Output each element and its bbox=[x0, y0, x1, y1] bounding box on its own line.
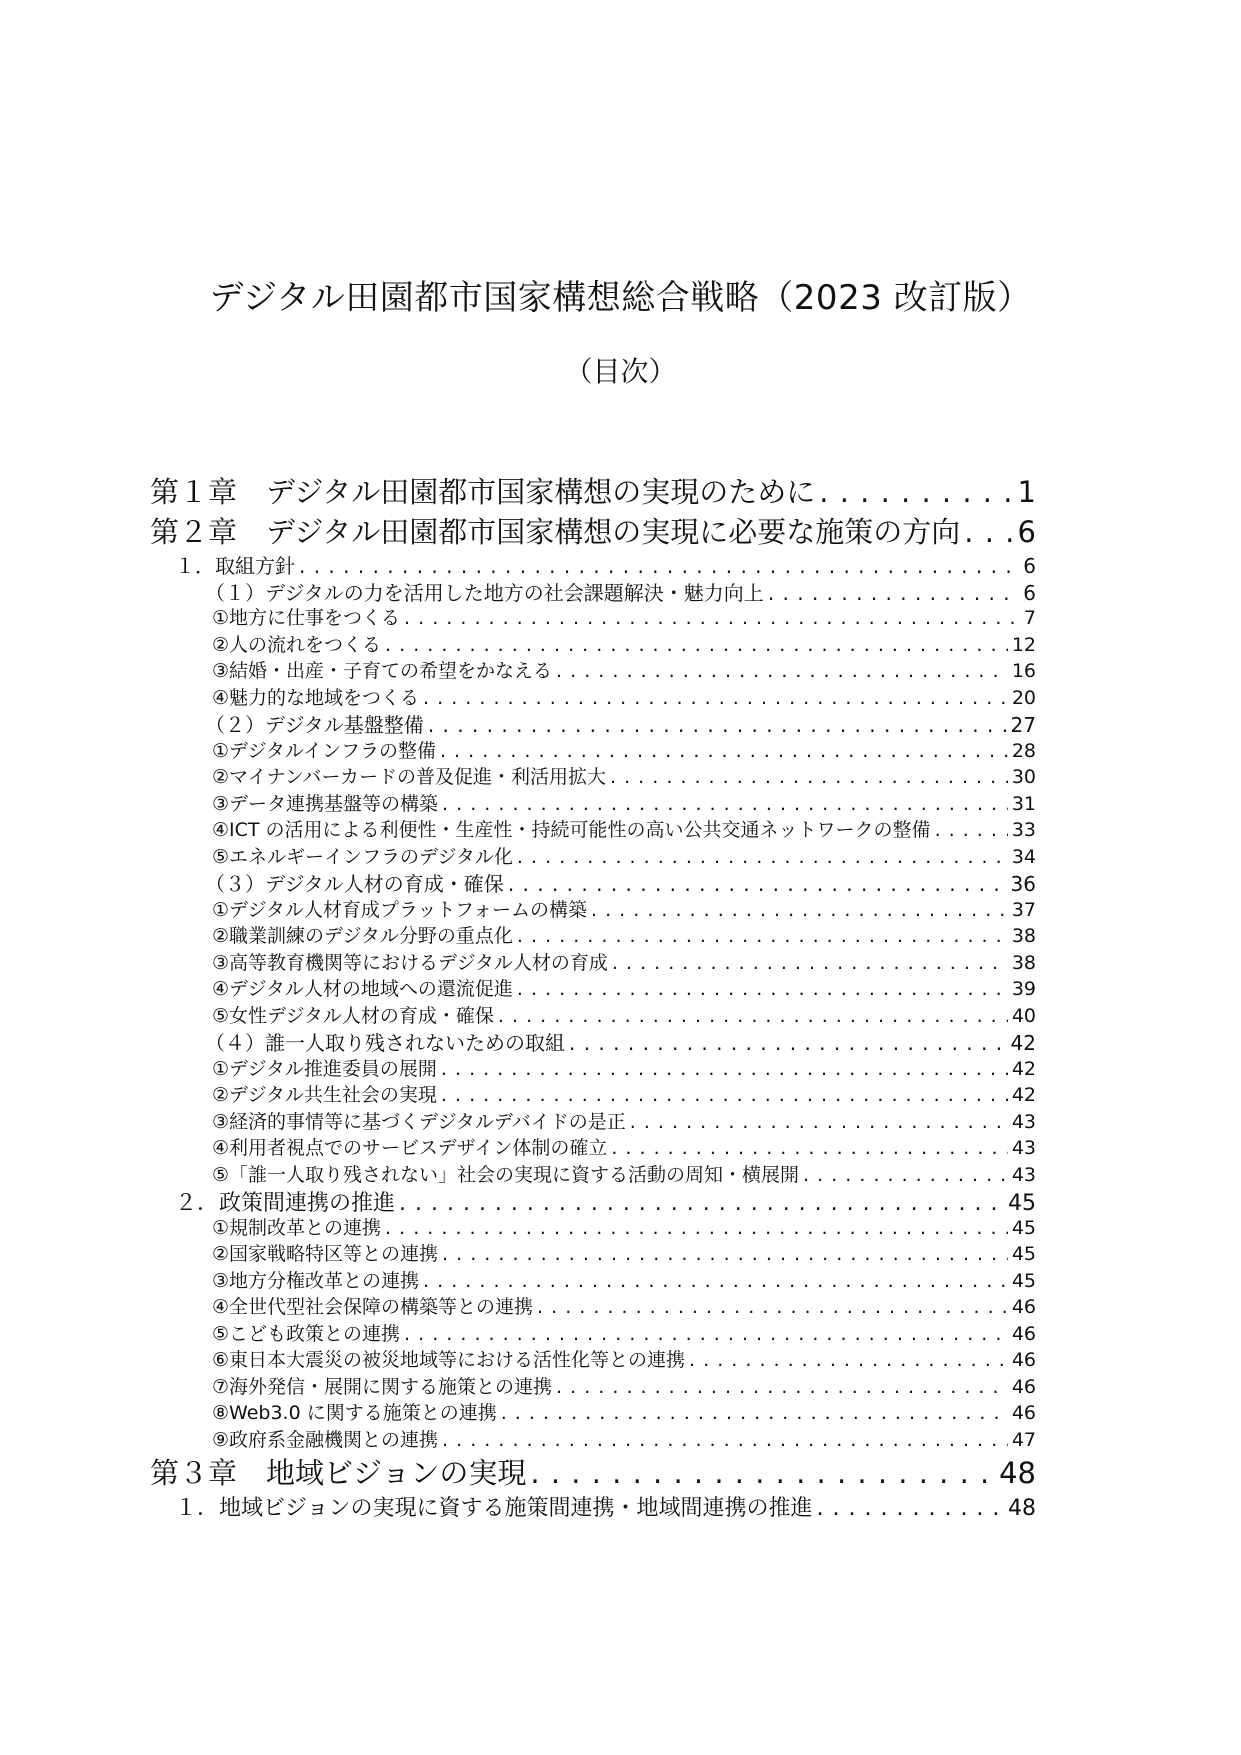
toc-entry-label: ②国家戦略特区等との連携 bbox=[212, 1243, 439, 1265]
toc-page-number: 42 bbox=[1011, 1057, 1036, 1080]
toc-entry-label: ①デジタル人材育成プラットフォームの構築 bbox=[212, 898, 587, 921]
toc-entry bbox=[205, 709, 1036, 737]
toc-entry-label: ⑤「誰一人取り残されない」社会の実現に資する活動の周知・横展開 bbox=[212, 1163, 800, 1186]
toc-leader-dots bbox=[423, 1270, 1008, 1292]
toc-entry bbox=[212, 1319, 1036, 1347]
toc-page-number: 42 bbox=[1010, 1031, 1036, 1055]
toc-leader-dots bbox=[441, 1058, 1008, 1080]
toc-leader-dots bbox=[423, 687, 1008, 709]
toc-leader-dots bbox=[442, 1243, 1008, 1265]
toc-entry bbox=[212, 1107, 1036, 1135]
toc-page-number: 1 bbox=[1017, 475, 1036, 509]
toc-entry-label: ④ICT の活用による利便性・生産性・持続可能性の高い公共交通ネットワークの整備 bbox=[212, 819, 931, 841]
toc-entry bbox=[212, 1345, 1036, 1373]
toc-entry bbox=[212, 1133, 1036, 1161]
toc-entry bbox=[212, 1001, 1036, 1029]
toc-page-number: 6 bbox=[1023, 554, 1036, 578]
toc-entry-label: ①地方に仕事をつくる bbox=[212, 607, 401, 629]
toc-leader-dots bbox=[964, 515, 1013, 549]
toc-page-number: 7 bbox=[1023, 607, 1036, 629]
toc-leader-dots bbox=[441, 1084, 1008, 1106]
toc-entry bbox=[212, 948, 1036, 976]
toc-leader-dots bbox=[569, 1031, 1007, 1055]
toc-entry bbox=[150, 1451, 1036, 1491]
toc-entry bbox=[175, 1491, 1036, 1519]
toc-leader-dots bbox=[611, 1137, 1007, 1159]
toc-entry-label: ⑧Web3.0 に関する施策との連携 bbox=[212, 1402, 497, 1424]
toc-page-number: 40 bbox=[1011, 1004, 1036, 1027]
toc-entry-label: ⑦海外発信・展開に関する施策との連携 bbox=[212, 1375, 553, 1398]
toc-page-number: 45 bbox=[1008, 1191, 1036, 1214]
toc-entry-label: ④全世代型社会保障の構築等との連携 bbox=[212, 1296, 534, 1318]
toc-entry-label: ④魅力的な地域をつくる bbox=[212, 686, 420, 709]
toc-entry-label: （１）デジタルの力を活用した地方の社会課題解決・魅力向上 bbox=[205, 580, 764, 605]
toc-entry bbox=[212, 736, 1036, 764]
toc-page-number: 45 bbox=[1011, 1216, 1036, 1239]
toc-entry-label: ①規制改革との連携 bbox=[212, 1216, 382, 1239]
toc-leader-dots bbox=[537, 1296, 1008, 1318]
toc-entry bbox=[212, 1239, 1036, 1267]
toc-entry bbox=[212, 630, 1036, 658]
toc-entry-label: ①デジタルインフラの整備 bbox=[212, 739, 436, 762]
toc-entry bbox=[212, 1425, 1036, 1453]
toc-leader-dots bbox=[517, 925, 1008, 947]
toc-entry-label: １．取組方針 bbox=[175, 554, 295, 578]
toc-entry-label: 第１章 デジタル田園都市国家構想の実現のために bbox=[150, 475, 816, 509]
toc-leader-dots bbox=[498, 1005, 1008, 1027]
toc-entry-label: ２．政策間連携の推進 bbox=[175, 1191, 396, 1214]
toc-leader-dots bbox=[768, 581, 1019, 605]
toc-entry bbox=[205, 577, 1036, 605]
toc-page-number: 39 bbox=[1011, 978, 1036, 1000]
toc-entry-label: （４）誰一人取り残されないための取組 bbox=[205, 1031, 565, 1055]
toc-entry-label: ①デジタル推進委員の展開 bbox=[212, 1057, 437, 1080]
toc-page-number: 16 bbox=[1011, 660, 1036, 682]
toc-entry bbox=[212, 895, 1036, 923]
toc-leader-dots bbox=[404, 607, 1020, 629]
toc-page-number: 20 bbox=[1011, 686, 1036, 709]
toc-page-number: 28 bbox=[1011, 739, 1036, 762]
toc-entry bbox=[175, 550, 1036, 578]
toc-leader-dots bbox=[299, 554, 1019, 578]
toc-page-number: 43 bbox=[1011, 1137, 1036, 1159]
toc-entry bbox=[150, 510, 1036, 550]
toc-leader-dots bbox=[612, 952, 1008, 974]
toc-entry-label: １．地域ビジョンの実現に資する施策間連携・地域間連携の推進 bbox=[175, 1496, 813, 1519]
toc-entry bbox=[212, 683, 1036, 711]
toc-entry bbox=[205, 868, 1036, 896]
toc-page-number: 6 bbox=[1023, 580, 1036, 605]
toc-entry-label: ⑥東日本大震災の被災地域等における活性化等との連携 bbox=[212, 1349, 686, 1371]
toc-leader-dots bbox=[591, 899, 1008, 921]
toc-entry bbox=[212, 1292, 1036, 1320]
toc-entry-label: ②デジタル共生社会の実現 bbox=[212, 1084, 437, 1106]
toc-leader-dots bbox=[556, 1376, 1008, 1398]
toc-entry bbox=[212, 762, 1036, 790]
toc-entry bbox=[212, 1266, 1036, 1294]
toc-page-number: 6 bbox=[1017, 515, 1036, 549]
toc-entry-label: ③結婚・出産・子育ての希望をかなえる bbox=[212, 660, 553, 682]
toc-entry bbox=[212, 656, 1036, 684]
toc-leader-dots bbox=[508, 872, 1007, 896]
toc-entry bbox=[212, 789, 1036, 817]
toc-page-number: 46 bbox=[1011, 1402, 1036, 1424]
document-subtitle: （目次） bbox=[564, 355, 677, 388]
toc-entry-label: ⑤こども政策との連携 bbox=[212, 1322, 401, 1345]
toc-leader-dots bbox=[442, 793, 1008, 815]
toc-entry bbox=[212, 815, 1036, 843]
toc-leader-dots bbox=[385, 1217, 1008, 1239]
toc-entry bbox=[212, 1054, 1036, 1082]
toc-leader-dots bbox=[819, 475, 1013, 509]
toc-leader-dots bbox=[442, 1429, 1008, 1451]
toc-entry bbox=[212, 974, 1036, 1002]
toc-leader-dots bbox=[501, 1402, 1008, 1424]
toc-entry bbox=[212, 1213, 1036, 1241]
toc-entry-label: ④デジタル人材の地域への還流促進 bbox=[212, 978, 513, 1000]
toc-page-number: 38 bbox=[1011, 951, 1036, 974]
toc-entry-label: ②人の流れをつくる bbox=[212, 633, 382, 656]
toc-entry bbox=[212, 1372, 1036, 1400]
toc-entry-label: ③地方分権改革との連携 bbox=[212, 1269, 420, 1292]
toc-entry-label: ③経済的事情等に基づくデジタルデバイドの是正 bbox=[212, 1110, 626, 1133]
toc-entry-label: ④利用者視点でのサービスデザイン体制の確立 bbox=[212, 1137, 608, 1159]
toc-entry-label: ⑤女性デジタル人材の育成・確保 bbox=[212, 1004, 494, 1027]
toc-page-number: 47 bbox=[1011, 1428, 1036, 1451]
toc-entry bbox=[212, 603, 1036, 631]
toc-leader-dots bbox=[404, 1323, 1008, 1345]
toc-entry-label: 第２章 デジタル田園都市国家構想の実現に必要な施策の方向 bbox=[150, 515, 961, 549]
toc-page-number: 30 bbox=[1011, 766, 1036, 788]
document-title: デジタル田園都市国家構想総合戦略（2023 改訂版） bbox=[209, 278, 1032, 318]
toc-leader-dots bbox=[556, 660, 1008, 682]
toc-page-number: 48 bbox=[999, 1456, 1036, 1490]
toc-leader-dots bbox=[517, 978, 1008, 1000]
toc-page-number: 12 bbox=[1011, 633, 1036, 656]
toc-leader-dots bbox=[517, 846, 1008, 868]
toc-entry-label: ⑤エネルギーインフラのデジタル化 bbox=[212, 845, 513, 868]
toc-page-number: 46 bbox=[1011, 1349, 1036, 1371]
toc-page-number: 43 bbox=[1011, 1163, 1036, 1186]
toc-page-number: 42 bbox=[1011, 1084, 1036, 1106]
toc-leader-dots bbox=[440, 740, 1008, 762]
toc-page-number: 34 bbox=[1011, 845, 1036, 868]
toc-leader-dots bbox=[630, 1111, 1008, 1133]
toc-page-number: 46 bbox=[1011, 1375, 1036, 1398]
toc-leader-dots bbox=[803, 1164, 1008, 1186]
toc-entry bbox=[205, 1027, 1036, 1055]
toc-leader-dots bbox=[530, 1456, 995, 1490]
toc-leader-dots bbox=[935, 819, 1008, 841]
toc-page-number: 31 bbox=[1011, 792, 1036, 815]
toc-entry bbox=[212, 1080, 1036, 1108]
toc-page-number: 33 bbox=[1011, 819, 1036, 841]
toc-page-number: 37 bbox=[1011, 898, 1036, 921]
toc-entry-label: （２）デジタル基盤整備 bbox=[205, 713, 424, 737]
toc-page-number: 48 bbox=[1008, 1496, 1036, 1519]
toc-entry bbox=[212, 1398, 1036, 1426]
toc-entry-label: ③高等教育機関等におけるデジタル人材の育成 bbox=[212, 951, 608, 974]
toc-entry-label: ②職業訓練のデジタル分野の重点化 bbox=[212, 925, 513, 947]
toc-leader-dots bbox=[385, 634, 1008, 656]
toc-entry bbox=[212, 921, 1036, 949]
toc-page-number: 45 bbox=[1011, 1269, 1036, 1292]
toc-leader-dots bbox=[817, 1496, 1004, 1519]
toc-entry-label: ⑨政府系金融機関との連携 bbox=[212, 1428, 439, 1451]
toc-entry-label: ②マイナンバーカードの普及促進・利活用拡大 bbox=[212, 766, 606, 788]
toc-entry-label: ③データ連携基盤等の構築 bbox=[212, 792, 439, 815]
toc-page-number: 43 bbox=[1011, 1110, 1036, 1133]
toc-page-number: 27 bbox=[1010, 713, 1036, 737]
toc-entry-label: （３）デジタル人材の育成・確保 bbox=[205, 872, 504, 896]
toc-entry bbox=[175, 1186, 1036, 1214]
toc-leader-dots bbox=[399, 1191, 1004, 1214]
toc-entry bbox=[212, 842, 1036, 870]
toc-leader-dots bbox=[610, 766, 1008, 788]
toc-leader-dots bbox=[428, 713, 1007, 737]
toc-leader-dots bbox=[689, 1349, 1008, 1371]
toc-entry bbox=[212, 1160, 1036, 1188]
toc-page-number: 46 bbox=[1011, 1296, 1036, 1318]
toc-entry bbox=[150, 470, 1036, 510]
toc-page-number: 36 bbox=[1010, 872, 1036, 896]
toc-page-number: 38 bbox=[1011, 925, 1036, 947]
toc-entry-label: 第３章 地域ビジョンの実現 bbox=[150, 1456, 527, 1490]
toc-page-number: 45 bbox=[1011, 1243, 1036, 1265]
toc-page-number: 46 bbox=[1011, 1322, 1036, 1345]
